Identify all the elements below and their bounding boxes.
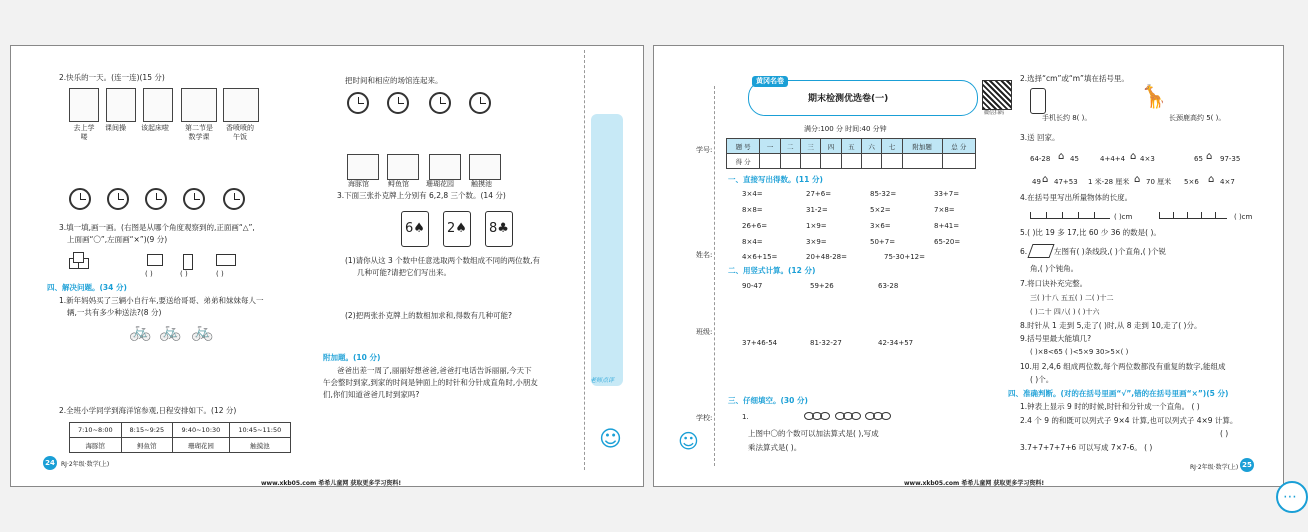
left-page: [10, 45, 644, 487]
extra-line1: 爸爸出差一周了,丽丽好想爸爸,爸爸打电话告诉丽丽,今天下: [337, 366, 532, 375]
clock-icon: [469, 92, 491, 114]
r-q3-item: 45: [1070, 155, 1079, 163]
score-cell[interactable]: [942, 154, 975, 169]
r-q7-row: 三( )十八 五五( ) 二( )十二: [1030, 294, 1114, 302]
bicycle-icon: 🚲: [191, 321, 214, 342]
connect-title: 把时间和相应的场馆连起来。: [345, 76, 443, 85]
r-q2a: 手机长约 8( )。: [1042, 114, 1092, 122]
mascot-icon: ☺: [599, 427, 622, 452]
house-icon: ⌂: [1134, 174, 1141, 185]
r-q3-item: 97-35: [1220, 155, 1241, 163]
score-cell[interactable]: [862, 154, 882, 169]
score-cell[interactable]: [882, 154, 902, 169]
fill-1-number: 1.: [742, 413, 749, 421]
r-q6b: 角,( )个钝角。: [1030, 264, 1079, 273]
extra-line2: 午会整时到家,到家的时间是钟面上的时针和分针成直角时,小朋友: [323, 378, 538, 387]
r-q9: 9.括号里最大能填几?: [1020, 334, 1092, 343]
r-q5: 5.( )比 19 多 17,比 60 少 36 的数是( )。: [1020, 228, 1161, 237]
view-figure: [147, 254, 163, 266]
binding-line: [584, 50, 585, 470]
score-cell[interactable]: [760, 154, 780, 169]
venue-picture: [469, 154, 501, 180]
score-header: 题 号: [727, 139, 760, 154]
r-q3: 3.送 回家。: [1020, 133, 1060, 142]
score-header: 附加题: [902, 139, 942, 154]
activity-picture: [69, 88, 99, 122]
subject-label: RJ·2年级·数学(上): [1190, 464, 1239, 471]
score-header: 总 分: [942, 139, 975, 154]
q3-title-line2: 上面画“〇”,左面画“×”)(9 分): [67, 235, 168, 244]
schedule-time: 8:15~9:25: [121, 423, 173, 438]
schedule-place: 海豚馆: [70, 438, 122, 453]
score-table: [726, 138, 976, 169]
r-q3-item: 49: [1032, 178, 1041, 186]
r-q3-item: 70 厘米: [1146, 178, 1172, 186]
r-q3-item: 4×3: [1140, 155, 1155, 163]
q4-2: 2.全班小学同学到海洋馆参观,日程安排如下。(12 分): [59, 406, 237, 415]
activity-label: 第二节是数学课: [185, 124, 213, 141]
qr-code: [982, 80, 1012, 110]
schedule-place: 鲟鱼馆: [121, 438, 173, 453]
vertical-calc: 90-47: [742, 282, 763, 290]
activity-picture: [223, 88, 259, 122]
r-q4: 4.在括号里写出所量物体的长度。: [1020, 193, 1133, 202]
bicycle-icon: 🚲: [159, 321, 182, 342]
extra-title: 附加题。(10 分): [323, 353, 381, 362]
calc-item: 1×9=: [806, 222, 827, 230]
house-icon: ⌂: [1042, 174, 1049, 185]
calc-item: 31-2=: [806, 206, 828, 214]
score-row-label: 得 分: [727, 154, 760, 169]
r-q3-item: 47+53: [1054, 178, 1078, 186]
calc-item: 4×6+15=: [742, 253, 778, 261]
venue-label: 鲟鱼馆: [388, 180, 409, 188]
ruler: [1030, 212, 1110, 219]
r-q3-item: 4×7: [1220, 178, 1235, 186]
score-cell[interactable]: [821, 154, 841, 169]
page-number: 25: [1240, 458, 1254, 472]
extra-line3: 们,你们知道爸爸几时到家吗?: [323, 390, 420, 399]
r-q3-item: 65: [1194, 155, 1203, 163]
vertical-calc: 81-32-27: [810, 339, 842, 347]
side-field-label: 学号:: [696, 146, 713, 154]
r-q10b: ( )个。: [1030, 375, 1054, 384]
venue-label: 珊瑚花园: [426, 180, 454, 188]
ruler: [1159, 212, 1227, 219]
activity-picture: [181, 88, 217, 122]
score-cell[interactable]: [841, 154, 861, 169]
house-icon: ⌂: [1130, 151, 1137, 162]
vertical-calc: 42-34+57: [878, 339, 914, 347]
clock-icon: [223, 188, 245, 210]
clock-icon: [429, 92, 451, 114]
exam-meta: 满分:100 分 时间:40 分钟: [804, 125, 887, 133]
section-3-heading: 三、仔细填空。(30 分): [728, 396, 808, 405]
judge-2-blank: ( ): [1220, 429, 1229, 438]
calc-item: 3×9=: [806, 238, 827, 246]
calc-item: 65-20=: [934, 238, 961, 246]
activity-picture: [143, 88, 173, 122]
subject-label: RJ·2年级·数学(上): [61, 461, 110, 468]
calc-item: 27+6=: [806, 190, 832, 198]
calc-item: 20+48-28=: [806, 253, 847, 261]
r-q8: 8.时针从 1 走到 5,走了( )时,从 8 走到 10,走了( )分。: [1020, 321, 1202, 330]
calc-item: 26+6=: [742, 222, 768, 230]
venue-label: 海豚馆: [348, 180, 369, 188]
score-header: 六: [862, 139, 882, 154]
q3-2: (2)把两张扑克牌上的数相加求和,得数有几种可能?: [345, 311, 512, 320]
poker-card: 2♠: [443, 211, 471, 247]
calc-item: 85-32=: [870, 190, 897, 198]
view-figure: [216, 254, 236, 266]
clock-icon: [69, 188, 91, 210]
house-icon: ⌂: [1206, 151, 1213, 162]
answer-blank[interactable]: ( ): [180, 270, 188, 278]
binding-line: [714, 86, 715, 466]
view-figure: [183, 254, 193, 270]
r-q3-item: 5×6: [1184, 178, 1199, 186]
activity-picture: [106, 88, 136, 122]
chat-button[interactable]: [1276, 481, 1308, 513]
answer-blank[interactable]: ( ): [216, 270, 224, 278]
house-icon: ⌂: [1208, 174, 1215, 185]
score-header: 七: [882, 139, 902, 154]
score-header: 二: [780, 139, 800, 154]
house-icon: ⌂: [1058, 151, 1065, 162]
phone-icon: [1030, 88, 1046, 114]
calc-item: 3×6=: [870, 222, 891, 230]
score-cell[interactable]: [902, 154, 942, 169]
r-q2b: 长颈鹿高约 5( )。: [1169, 114, 1226, 122]
page-number: 24: [43, 456, 57, 470]
mascot-icon: ☺: [678, 429, 699, 453]
r-q9-row: ( )×8<65 ( )<5×9 30>5×( ): [1030, 348, 1129, 356]
activity-label: 课间操: [105, 124, 126, 132]
answer-blank[interactable]: ( ): [145, 270, 153, 278]
score-header: 三: [800, 139, 820, 154]
r-q3-item: 64-28: [1030, 155, 1051, 163]
side-field-label: 学校:: [696, 414, 713, 422]
q3-1-line2: 几种可能?请把它们写出来。: [357, 268, 451, 277]
calc-item: 7×8=: [934, 206, 955, 214]
calc-item: 5×2=: [870, 206, 891, 214]
r-q10: 10.用 2,4,6 组成两位数,每个两位数都没有重复的数字,能组成: [1020, 362, 1226, 371]
r-q6-num: 6.: [1020, 247, 1028, 256]
activity-label: 该起床啦: [141, 124, 169, 132]
vertical-calc: 63-28: [878, 282, 899, 290]
poker-card: 6♠: [401, 211, 429, 247]
q4-1: 1.新年妈妈买了三辆小自行车,要送给哥哥、弟弟和妹妹每人一: [59, 296, 264, 305]
vertical-calc: 37+46-54: [742, 339, 778, 347]
calc-item: 50+7=: [870, 238, 896, 246]
exam-title: 期末检测优选卷(一): [808, 94, 889, 104]
logo: 黄冈名卷: [752, 76, 788, 87]
r-q4-unit: ( )cm: [1234, 213, 1253, 221]
section-4-heading: 四、准确判断。(对的在括号里画“√”,错的在括号里画“×”)(5 分): [1008, 389, 1229, 398]
schedule-time: 7:10~8:00: [70, 423, 122, 438]
calc-item: 8×8=: [742, 206, 763, 214]
judge-3: 3.7+7+7+7+6 可以写成 7×7-6。 ( ): [1020, 443, 1153, 452]
r-q7: 7.将口诀补充完整。: [1020, 279, 1088, 288]
venue-label: 触摸池: [471, 180, 492, 188]
section-1-heading: 一、直接写出得数。(11 分): [728, 175, 823, 184]
teacher-comment-panel: [591, 114, 623, 386]
venue-picture: [347, 154, 379, 180]
vertical-calc: 59+26: [810, 282, 834, 290]
schedule-time: 9:40~10:30: [173, 423, 229, 438]
footer-text: www.xkb05.com 希希儿童网 获取更多学习资料!: [261, 480, 402, 487]
qr-text: 微信扫码: [984, 110, 1005, 116]
chat-icon: ⋯: [1283, 489, 1297, 505]
r-q7-row: ( )二十 四八( ) ( )十六: [1030, 308, 1100, 316]
judge-2: 2.4 个 9 的和既可以列式子 9×4 计算,也可以列式子 4×9 计算。: [1020, 416, 1238, 425]
q4-1-line2: 辆,一共有多少种送法?(8 分): [67, 308, 162, 317]
shape-figure: [1027, 244, 1054, 258]
fill-1-text: 上图中〇的个数可以加法算式是( ),写成: [748, 429, 879, 438]
clock-icon: [107, 188, 129, 210]
footer-text: www.xkb05.com 希希儿童网 获取更多学习资料!: [904, 480, 1045, 487]
q3-title: 3.填一填,画一画。(右图是从哪个角度观察到的,正面画“△”,: [59, 223, 255, 232]
schedule-time: 10:45~11:50: [229, 423, 290, 438]
score-cell[interactable]: [800, 154, 820, 169]
score-header: 四: [821, 139, 841, 154]
judge-1: 1.钟表上显示 9 时的时候,时针和分针成一个直角。 ( ): [1020, 402, 1200, 411]
section-4-heading: 四、解决问题。(34 分): [47, 283, 127, 292]
r-q6a: 左图有( )条线段,( )个直角,( )个锐: [1054, 247, 1166, 256]
section-2-heading: 二、用竖式计算。(12 分): [728, 266, 816, 275]
q3-cards-title: 3.下面三张扑克牌上分别有 6,2,8 三个数。(14 分): [337, 191, 506, 200]
side-field-label: 班级:: [696, 328, 713, 336]
calc-item: 8+41=: [934, 222, 960, 230]
cube-figure: [73, 252, 84, 263]
ring-figure: [804, 412, 889, 423]
activity-label: 香喷喷的午饭: [226, 124, 254, 141]
q2-title: 2.快乐的一天。(连一连)(15 分): [59, 73, 165, 82]
score-header: 五: [841, 139, 861, 154]
clock-icon: [347, 92, 369, 114]
fill-1-text2: 乘法算式是( )。: [748, 443, 802, 452]
bicycle-icon: 🚲: [129, 321, 152, 342]
schedule-place: 触摸池: [229, 438, 290, 453]
giraffe-icon: 🦒: [1140, 85, 1168, 110]
score-header: 一: [760, 139, 780, 154]
schedule-table: [69, 422, 291, 453]
right-page: [653, 45, 1284, 487]
side-field-label: 姓名:: [696, 251, 713, 259]
clock-icon: [387, 92, 409, 114]
score-cell[interactable]: [780, 154, 800, 169]
r-q2: 2.选择“cm”或“m”填在括号里。: [1020, 74, 1129, 83]
venue-picture: [387, 154, 419, 180]
side-fields: [700, 91, 712, 431]
teacher-comment-label: 老师点评: [590, 377, 615, 384]
calc-item: 75-30+12=: [884, 253, 925, 261]
r-q4-unit: ( )cm: [1114, 213, 1133, 221]
activity-label: 去上学喽: [73, 124, 95, 141]
clock-icon: [145, 188, 167, 210]
calc-item: 3×4=: [742, 190, 763, 198]
schedule-place: 珊瑚花园: [173, 438, 229, 453]
calc-item: 8×4=: [742, 238, 763, 246]
clock-icon: [183, 188, 205, 210]
poker-card: 8♣: [485, 211, 513, 247]
r-q3-item: 1 米-28 厘米: [1088, 178, 1130, 186]
r-q3-item: 4+4+4: [1100, 155, 1126, 163]
calc-item: 33+7=: [934, 190, 960, 198]
q3-1: (1)请你从这 3 个数中任意选取两个数组成不同的两位数,有: [345, 256, 541, 265]
venue-picture: [429, 154, 461, 180]
